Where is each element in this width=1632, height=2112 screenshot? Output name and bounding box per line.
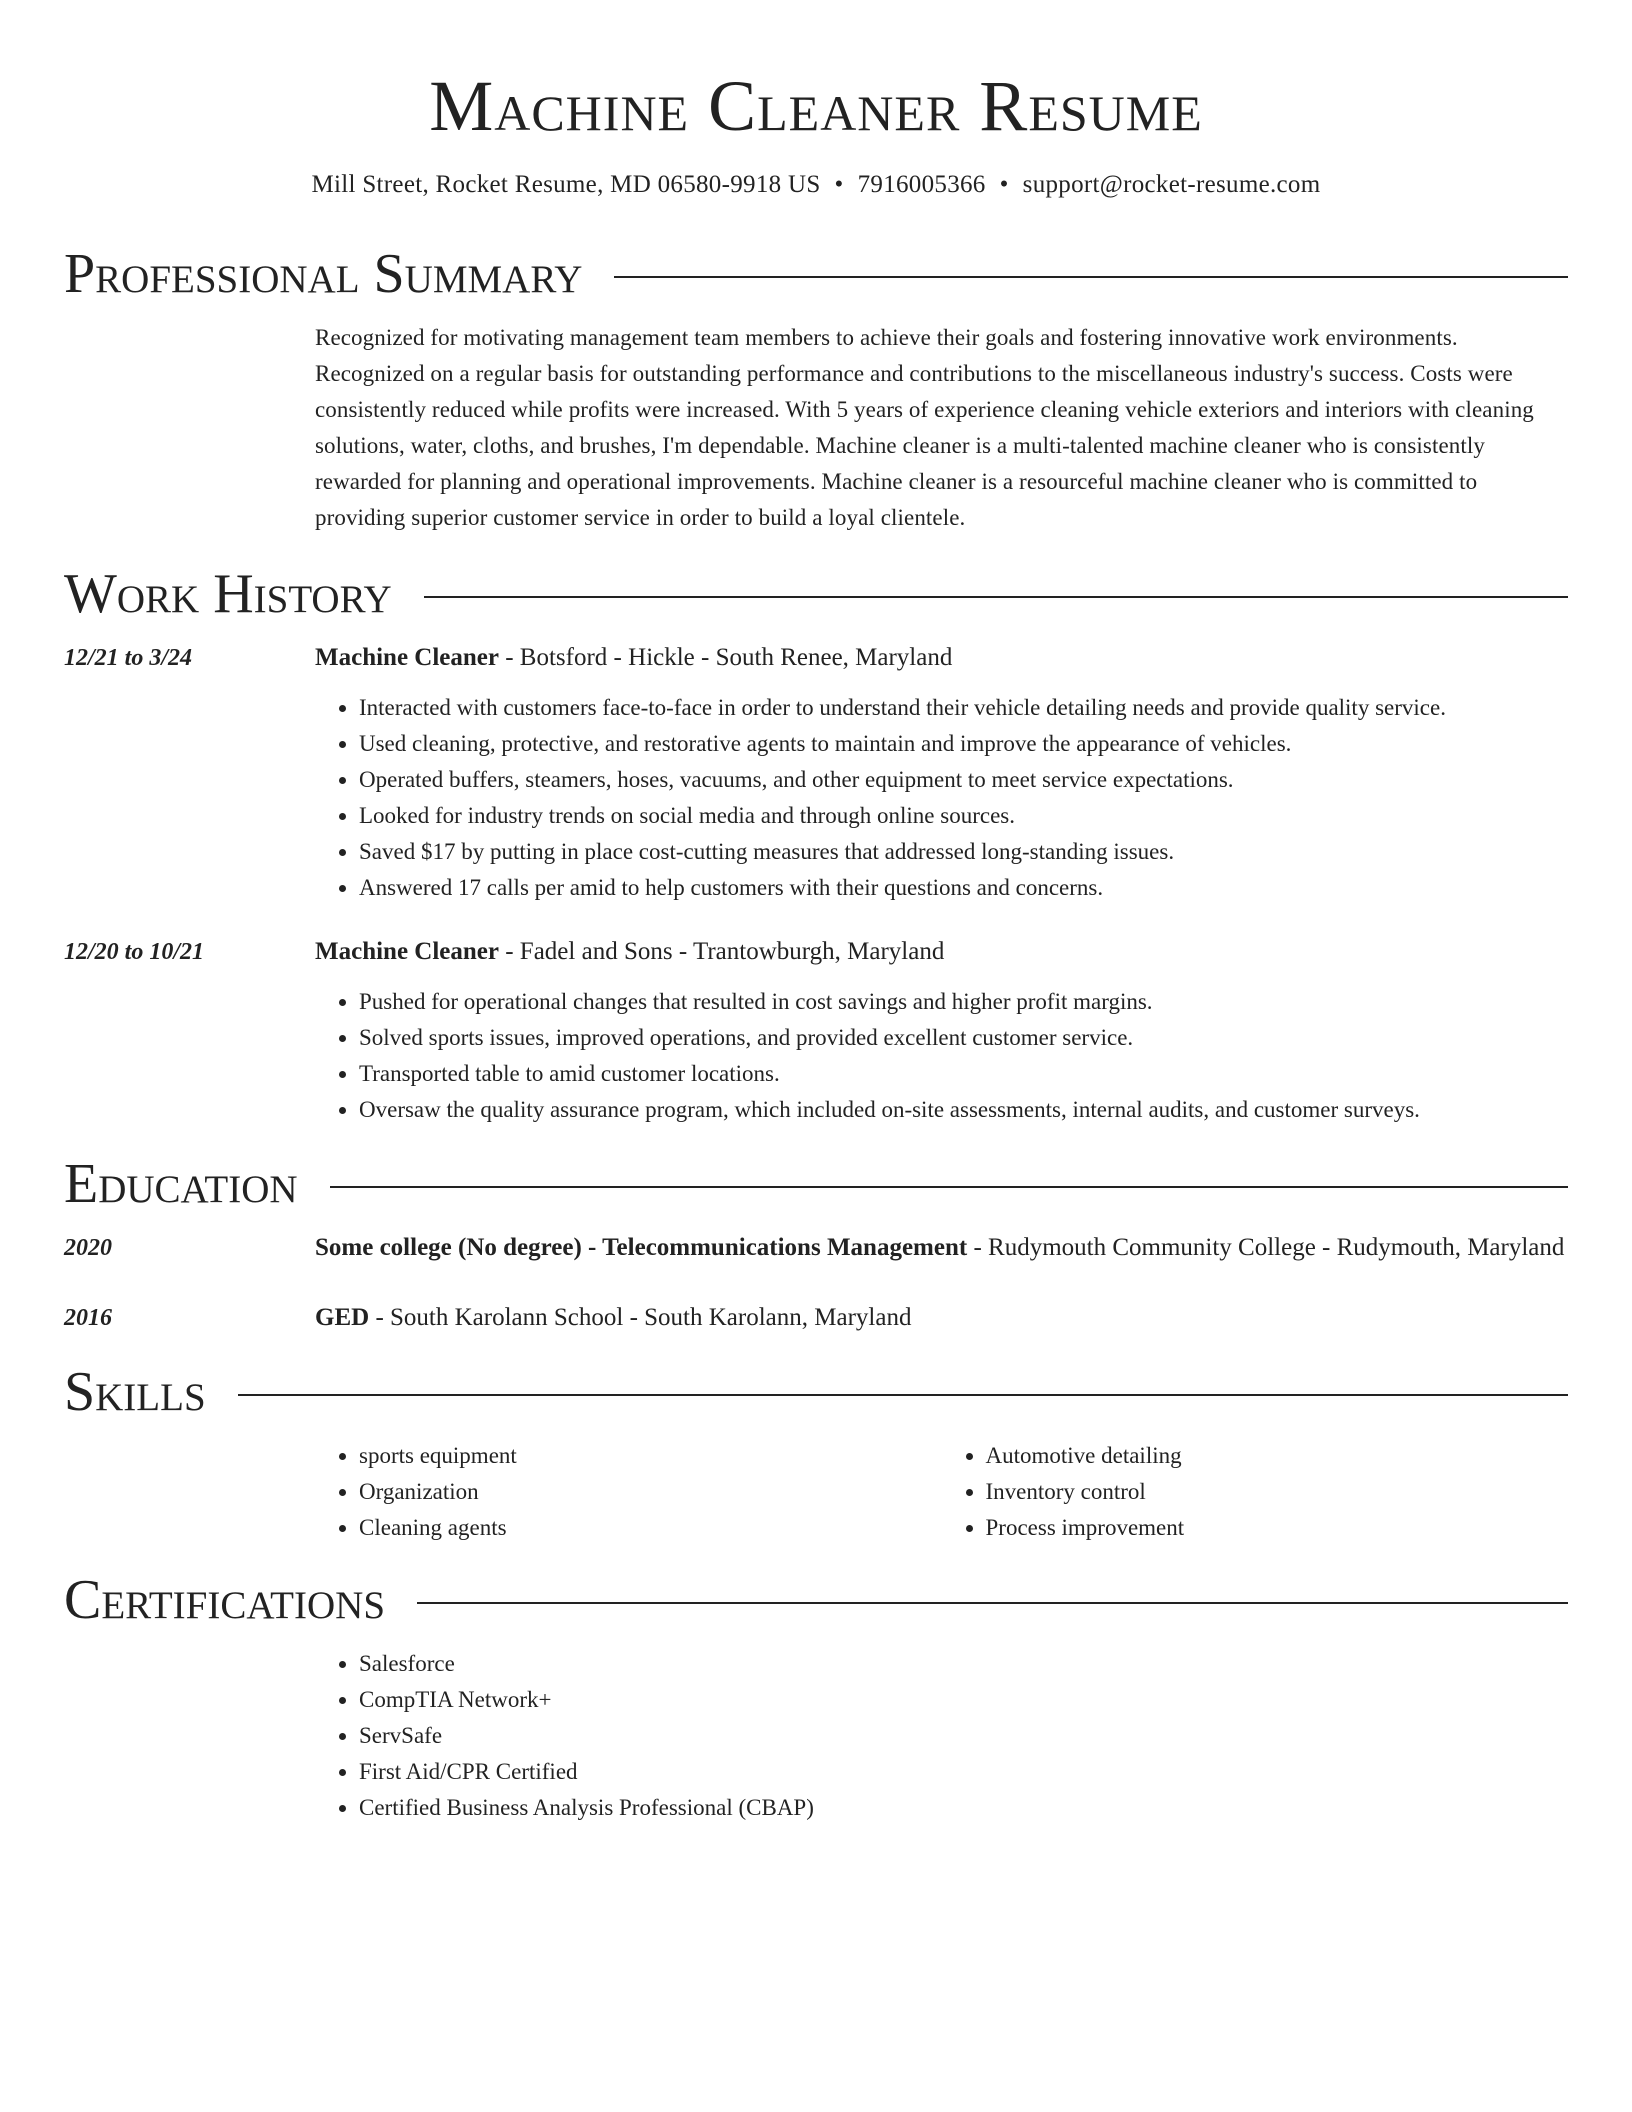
job-dates: 12/20 to 10/21 (64, 939, 205, 965)
job-entry (64, 638, 1568, 906)
job-heading (315, 932, 1568, 972)
education-section-title: Education (64, 1153, 298, 1215)
job-bullets (315, 690, 1568, 906)
skills-column-right (942, 1438, 1569, 1546)
skill-item: • Process improvement (986, 1510, 1569, 1546)
skills-section-header (64, 1360, 1568, 1424)
certifications-list (315, 1646, 1568, 1826)
skill-item: • Automotive detailing (986, 1438, 1569, 1474)
certification-item: • First Aid/CPR Certified (359, 1754, 1568, 1790)
list-item: • Answered 17 calls per amid to help customers with their questions and concerns. (359, 870, 1568, 906)
work-section-title: Work History (64, 563, 392, 625)
contact-phone: 7916005366 (857, 171, 986, 198)
certification-item: • Certified Business Analysis Professional (CBAP) (359, 1790, 1568, 1826)
certifications-section-header (64, 1568, 1568, 1632)
section-divider (330, 1186, 1568, 1188)
skill-item: • Inventory control (986, 1474, 1569, 1510)
resume-title: Machine Cleaner Resume (429, 66, 1203, 146)
education-details: - Rudymouth Community College - Rudymouth, Maryland (967, 1234, 1565, 1261)
contact-email: support@rocket-resume.com (1022, 171, 1321, 198)
job-entry (64, 932, 1568, 1128)
education-heading (315, 1228, 1568, 1268)
education-degree: GED (315, 1304, 370, 1331)
skills-section-title: Skills (64, 1361, 206, 1423)
certification-item: • CompTIA Network+ (359, 1682, 1568, 1718)
list-item: • Solved sports issues, improved operations, and provided excellent customer service. (359, 1020, 1568, 1056)
education-entry (64, 1228, 1568, 1268)
summary-section-header (64, 242, 1568, 306)
job-role: Machine Cleaner (315, 938, 499, 965)
list-item: • Saved $17 by putting in place cost-cutting measures that addressed long-standing issues. (359, 834, 1568, 870)
certification-item: • ServSafe (359, 1718, 1568, 1754)
list-item: • Looked for industry trends on social media and through online sources. (359, 798, 1568, 834)
skill-item: • sports equipment (359, 1438, 942, 1474)
contact-address: Mill Street, Rocket Resume, MD 06580-9918 US (311, 171, 821, 198)
certifications-section-title: Certifications (64, 1569, 386, 1631)
education-body (315, 1228, 1568, 1268)
education-heading (315, 1298, 1568, 1338)
skill-item: • Cleaning agents (359, 1510, 942, 1546)
section-divider (238, 1394, 1568, 1396)
job-bullets (315, 984, 1568, 1128)
certifications-items (315, 1646, 1568, 1826)
education-section-header (64, 1152, 1568, 1216)
job-dates: 12/21 to 3/24 (64, 645, 193, 671)
education-year: 2016 (64, 1305, 112, 1331)
job-details: - Fadel and Sons - Trantowburgh, Maryland (498, 938, 945, 965)
job-heading (315, 638, 1568, 678)
list-item: • Operated buffers, steamers, hoses, vacuums, and other equipment to meet service expectations. (359, 762, 1568, 798)
work-section-header (64, 562, 1568, 626)
contact-separator: • (834, 171, 844, 198)
summary-section-title: Professional Summary (64, 243, 583, 305)
education-year: 2020 (64, 1235, 112, 1261)
list-item: • Used cleaning, protective, and restorative agents to maintain and improve the appearance of vehicles. (359, 726, 1568, 762)
job-role: Machine Cleaner (315, 644, 499, 671)
section-divider (424, 596, 1568, 598)
contact-line (64, 168, 1568, 202)
skill-item: • Organization (359, 1474, 942, 1510)
education-body (315, 1298, 1568, 1338)
list-item: • Pushed for operational changes that resulted in cost savings and higher profit margins. (359, 984, 1568, 1020)
section-divider (417, 1602, 1568, 1604)
certification-item: • Salesforce (359, 1646, 1568, 1682)
list-item: • Transported table to amid customer locations. (359, 1056, 1568, 1092)
education-details: - South Karolann School - South Karolann, Maryland (369, 1304, 912, 1331)
contact-separator: • (999, 171, 1009, 198)
job-details: - Botsford - Hickle - South Renee, Maryland (498, 644, 953, 671)
job-body (315, 638, 1568, 906)
skills-column-left (315, 1438, 942, 1546)
list-item: • Oversaw the quality assurance program, which included on-site assessments, internal audits, and customer surveys. (359, 1092, 1568, 1128)
summary-text: Recognized for motivating management team members to achieve their goals and fostering innovative work environments. Recognized on a regular basis for outstanding performance and contributions to the miscellaneous industry's success. Costs were consistently reduced while profits were increased. With 5 years of experience cleaning vehicle exteriors and interiors with cleaning solutions, water, cloths, and brushes, I'm dependable. Machine cleaner is a multi-talented machine cleaner who is consistently rewarded for planning and operational improvements. Machine cleaner is a resourceful machine cleaner who is committed to providing superior customer service in order to build a loyal clientele. (315, 325, 1534, 530)
education-entry (64, 1298, 1568, 1338)
resume-page (64, 0, 1568, 1826)
list-item: • Interacted with customers face-to-face in order to understand their vehicle detailing needs and provide quality service. (359, 690, 1568, 726)
skills-list (315, 1438, 1568, 1546)
education-degree: Some college (No degree) - Telecommunications Management (315, 1234, 968, 1261)
job-body (315, 932, 1568, 1128)
section-divider (614, 276, 1568, 278)
